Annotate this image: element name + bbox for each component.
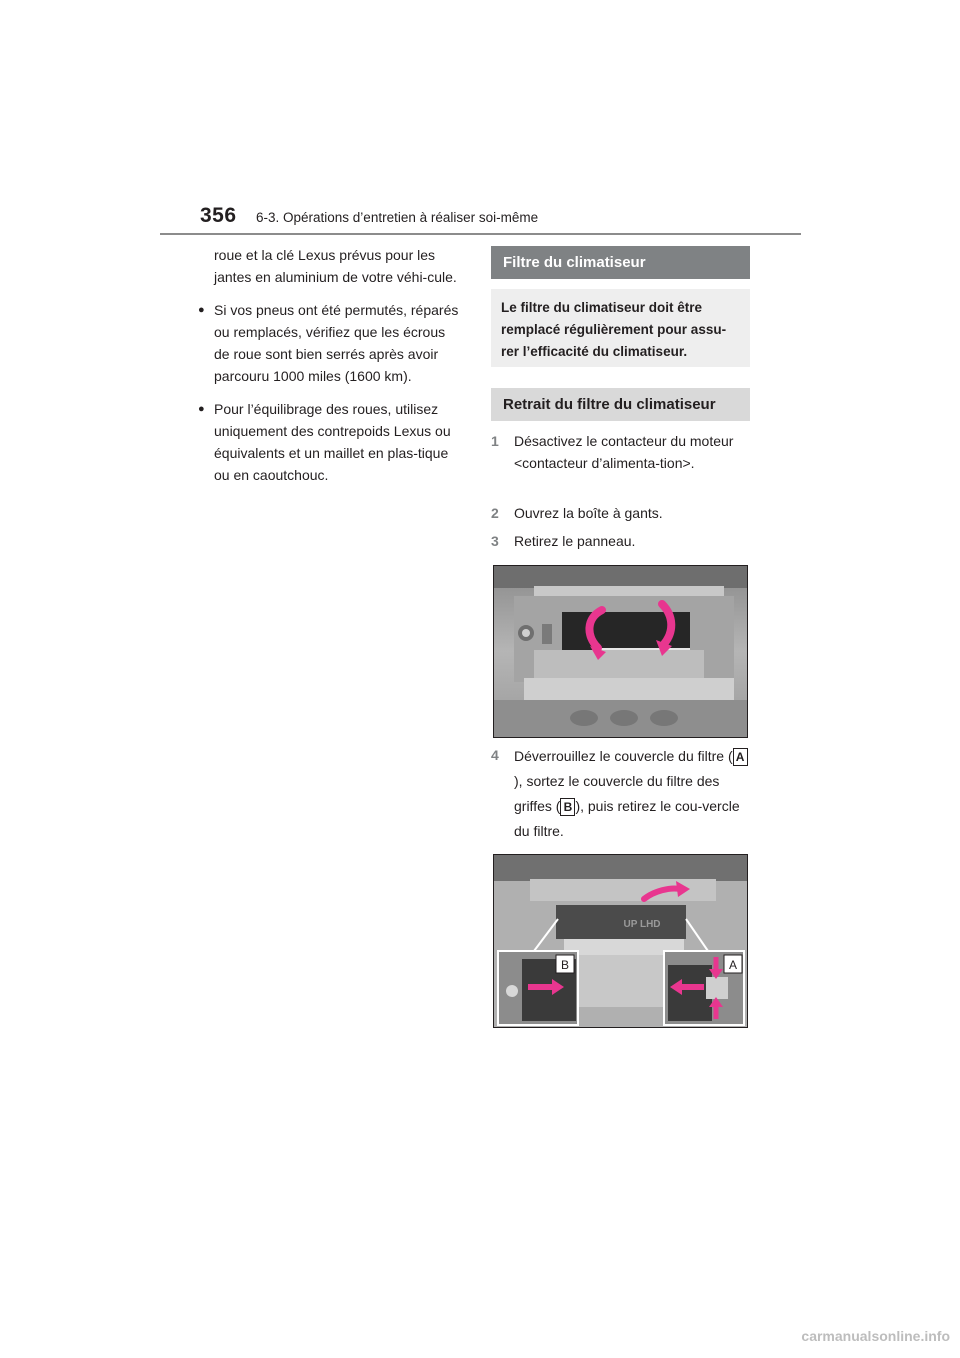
step-number: 1 [491,433,499,449]
step-number: 4 [491,747,499,763]
callout-b: B [560,958,570,972]
step-text: Désactivez le contacteur du moteur <contacteur d’alimenta-tion>. [514,433,734,471]
inset-right [664,951,744,1025]
inset-left [498,951,578,1025]
bullet-icon: ● [198,304,205,316]
filter-marking: UP LHD [623,919,661,930]
page-number: 356 [200,204,237,227]
callout-a: A [728,958,738,972]
callout-label: A [733,748,748,766]
continued-paragraph: roue et la clé Lexus prévus pour les jantes en aluminium de votre véhi-cule. [214,247,457,285]
footer-watermark: carmanualsonline.info [801,1328,950,1344]
step-3 [491,530,756,552]
bullet-item [198,299,464,387]
callout-label: B [560,798,575,816]
step-text [514,744,756,844]
subsection-heading: Retrait du filtre du climatiseur [491,388,750,421]
figure-filter-cover [493,854,748,1028]
step-text-part: ), puis retirez le cou-vercle du filtre. [514,798,740,839]
panel-removal-illustration [494,566,747,737]
bullet-item [198,398,464,486]
left-column [198,244,464,497]
step-2 [491,502,756,524]
header-rule [160,233,801,235]
figure-panel-removal [493,565,748,738]
bullet-text: Si vos pneus ont été permutés, réparés ou remplacés, vérifiez que les écrous de roue sont bien serrés après avoir parcouru 1000 miles (1600 km). [214,302,459,384]
bullet-icon: ● [198,403,205,415]
section-heading: Filtre du climatiseur [491,246,750,279]
filter-cover-illustration [494,855,747,1027]
bullet-text: Pour l’équilibrage des roues, utilisez uniquement des contrepoids Lexus ou équivalents et un maillet en plas-tique ou en caoutchouc. [214,401,451,483]
step-1 [491,430,756,474]
step-4 [491,744,756,844]
step-number: 3 [491,533,499,549]
step-text-part: Déverrouillez le couvercle du filtre ( [514,748,733,764]
step-text-part: ), sortez le couvercle du filtre des griffes ( [514,773,720,814]
step-number: 2 [491,505,499,521]
section-intro: Le filtre du climatiseur doit être remplacé régulièrement pour assu-rer l’efficacité du climatiseur. [491,289,750,367]
step-text: Retirez le panneau. [514,533,636,549]
chapter-title: 6-3. Opérations d’entretien à réaliser soi-même [256,210,539,225]
step-text: Ouvrez la boîte à gants. [514,505,663,521]
